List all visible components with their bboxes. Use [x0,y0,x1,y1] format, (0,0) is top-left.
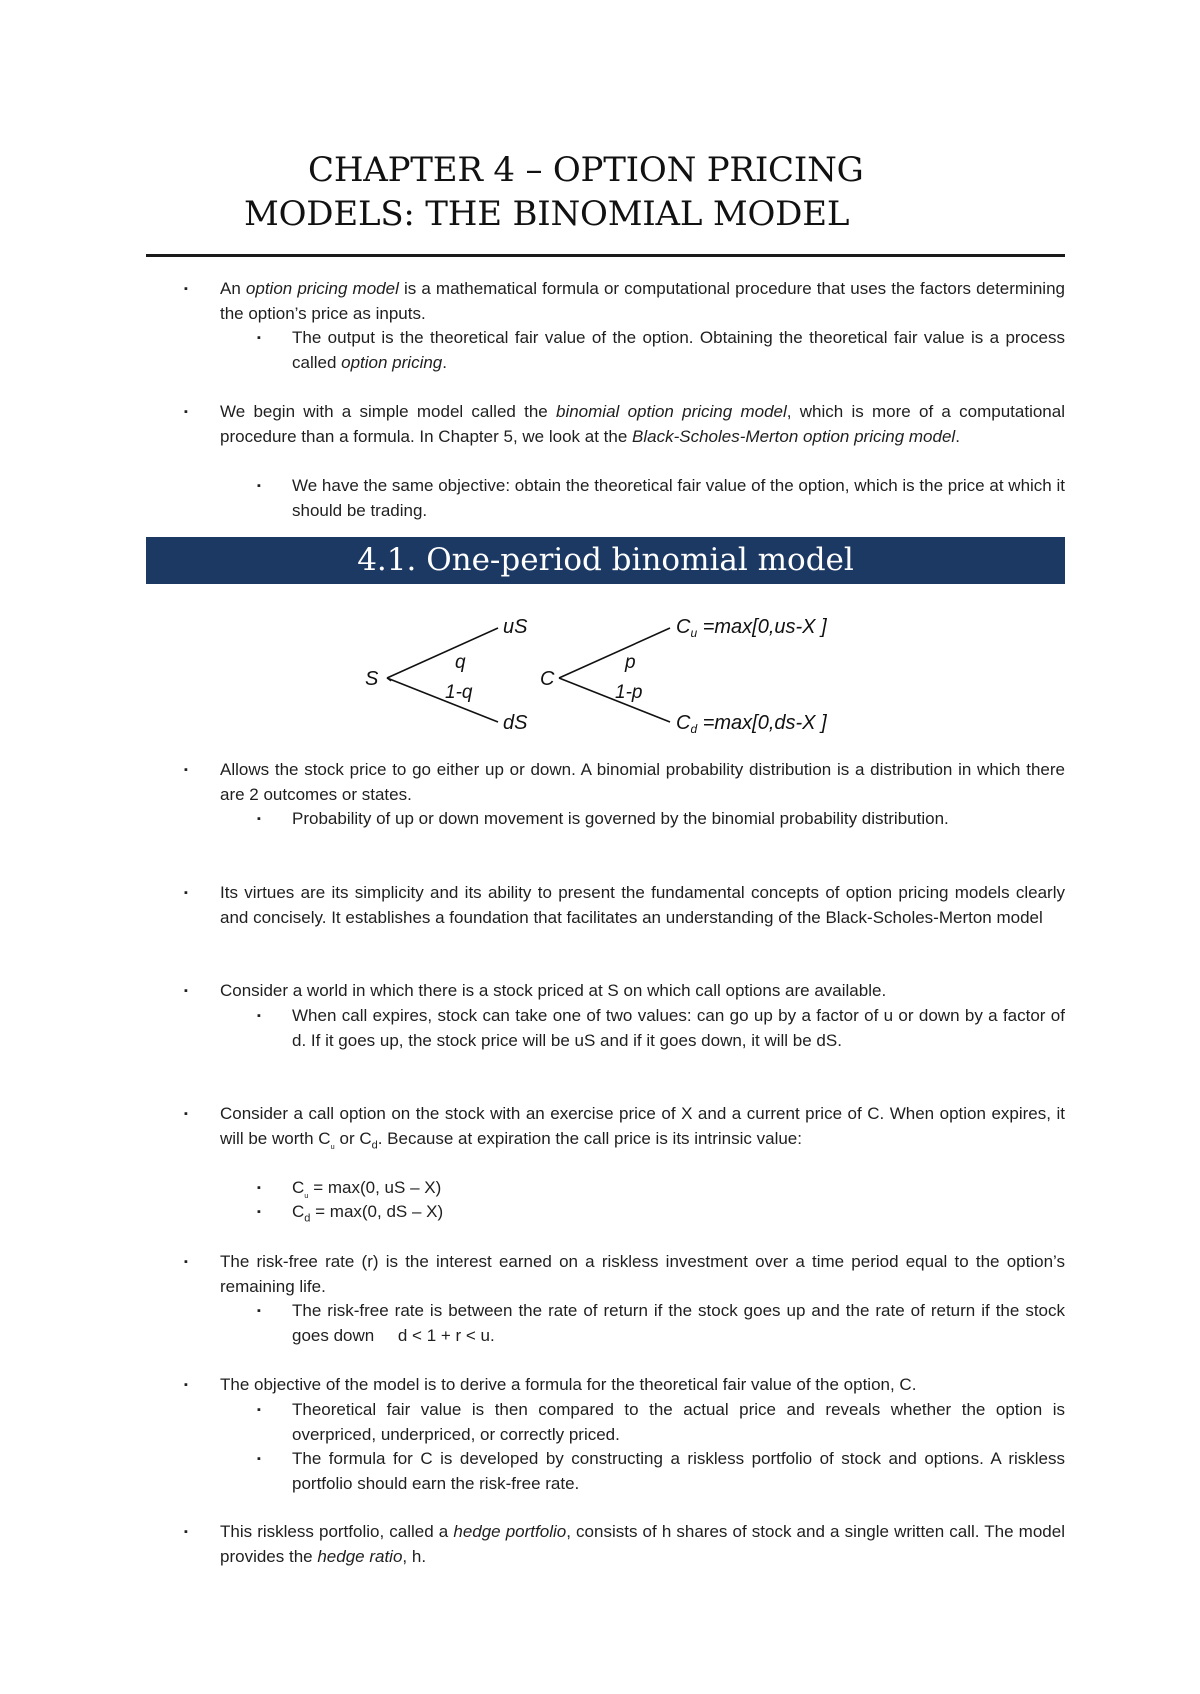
bullet-text: We have the same objective: obtain the theoretical fair value of the option, which is the price at which it should be trading. [292,476,1065,520]
title-underline [146,254,1065,257]
section-heading-bar [146,537,1065,584]
stock-up-branch [387,628,498,678]
bullet-icon: ▪ [184,1108,188,1120]
bullet-icon: ▪ [257,332,261,344]
stock-down-branch [387,678,498,722]
bullet-text: We begin with a simple model called the binomial option pricing model, which is more of a computational procedure than a formula. In Chapter 5, we look at the Black-Scholes-Merton option pricing model. [220,402,1065,446]
stock-prob-up-label: q [455,652,466,673]
bullet-stock-world [146,979,1065,1004]
call-root-label: C [540,668,555,690]
stock-prob-down-label: 1-q [445,682,473,703]
bullet-icon: ▪ [257,1182,261,1194]
bullet-model-objective [146,1373,1065,1398]
bullet-icon: ▪ [184,1526,188,1538]
sub-bullet-same-objective [146,474,1065,523]
call-down-payoff-label: $C_d =\max[0,ds-X$ ] [676,712,827,736]
bullet-text: $C_d = \max(0$, dS – X) [292,1202,444,1225]
sub-bullet-rate-between [146,1299,1065,1348]
stock-down-label: dS [503,712,528,734]
bullet-binomial-distribution [146,758,1065,807]
bullet-icon: ▪ [184,283,188,295]
bullet-icon: ▪ [184,406,188,418]
chapter-title-line-1: CHAPTER 4 – OPTION PRICING [308,150,864,190]
bullet-text: This riskless portfolio, called a hedge portfolio, consists of h shares of stock and a single written call. The model provides the hedge ratio, h. [220,1522,1065,1566]
bullet-text: The output is the theoretical fair value of the option. Obtaining the theoretical fair value is a process called option pricing. [292,328,1065,372]
bullet-icon: ▪ [184,764,188,776]
bullet-icon: ▪ [184,1256,188,1268]
bullet-text: When call expires, stock can take one of two values: can go up by a factor of u or down by a factor of d. If it goes up, the stock price will be uS and if it goes down, it will be dS. [292,1006,1065,1050]
call-prob-down-label: 1-p [615,682,643,703]
section-heading: 4.1. One-period binomial model [357,542,854,578]
bullet-text: Allows the stock price to go either up or down. A binomial probability distribution is a distribution in which there are 2 outcomes or states. [220,760,1065,804]
bullet-text: The objective of the model is to derive a formula for the theoretical fair value of the option, C. [220,1375,917,1394]
bullet-option-pricing-model [146,277,1065,326]
bullet-text: An option pricing model is a mathematical formula or computational procedure that uses the factors determining the option’s price as inputs. [220,279,1065,323]
sub-bullet-call-expires [146,1004,1065,1053]
bullet-risk-free-rate [146,1250,1065,1299]
stock-root-label: S [365,668,379,690]
sub-bullet-probability [146,807,1065,832]
call-prob-up-label: p [625,652,636,673]
chapter-title-line-2: MODELS: THE BINOMIAL MODEL [244,194,850,234]
bullet-hedge-portfolio [146,1520,1065,1569]
sub-bullet-option-pricing [146,326,1065,375]
bullet-text: The formula for C is developed by constructing a riskless portfolio of stock and options. A riskless portfolio should earn the risk-free rate. [292,1449,1065,1493]
call-up-payoff-label: $C_u =\max[0,us-X$ ] [676,616,827,640]
bullet-icon: ▪ [257,1404,261,1416]
call-tree [540,616,827,736]
stock-tree [365,616,528,734]
bullet-text: Consider a world in which there is a stock priced at S on which call options are available. [220,981,887,1000]
bullet-icon: ▪ [257,480,261,492]
bullet-text: Probability of up or down movement is governed by the binomial probability distribution. [292,809,949,828]
binomial-tree-diagram [360,608,880,738]
sub-bullet-riskless-portfolio [146,1447,1065,1496]
bullet-text: The risk-free rate is between the rate of return if the stock goes up and the rate of return if the stock goes down d < 1 + r < u. [292,1301,1065,1345]
chapter-title [146,148,1065,236]
bullet-icon: ▪ [257,1453,261,1465]
bullet-icon: ▪ [257,813,261,825]
bullet-virtues [146,881,1065,930]
bullet-icon: ▪ [257,1010,261,1022]
bullet-text: Its virtues are its simplicity and its ability to present the fundamental concepts of option pricing models clearly and concisely. It establishes a foundation that facilitates an understanding of the Black-Scholes-Merton model [220,883,1065,927]
bullet-text: Theoretical fair value is then compared to the actual price and reveals whether the option is overpriced, underpriced, or correctly priced. [292,1400,1065,1444]
stock-up-label: uS [503,616,528,638]
call-up-branch [559,628,670,678]
sub-bullet-fair-value-compare [146,1398,1065,1447]
sub-bullet-cd [146,1200,1065,1231]
bullet-icon: ▪ [184,887,188,899]
bullet-binomial-intro [146,400,1065,449]
bullet-call-option [146,1102,1065,1158]
bullet-icon: ▪ [184,985,188,997]
bullet-icon: ▪ [257,1305,261,1317]
bullet-text: The risk-free rate (r) is the interest earned on a riskless investment over a time period equal to the option’s remaining life. [220,1252,1065,1296]
bullet-icon: ▪ [184,1379,188,1391]
bullet-icon: ▪ [257,1206,261,1218]
bullet-text: $C_ᵤ = \max(0$, uS – X) [292,1178,442,1201]
bullet-text: Consider a call option on the stock with an exercise price of X and a current price of C. When option expires, it will be worth $C_ᵤ$ or $C_d$. Because at expiration the call price is its intrinsic value: [220,1104,1065,1151]
